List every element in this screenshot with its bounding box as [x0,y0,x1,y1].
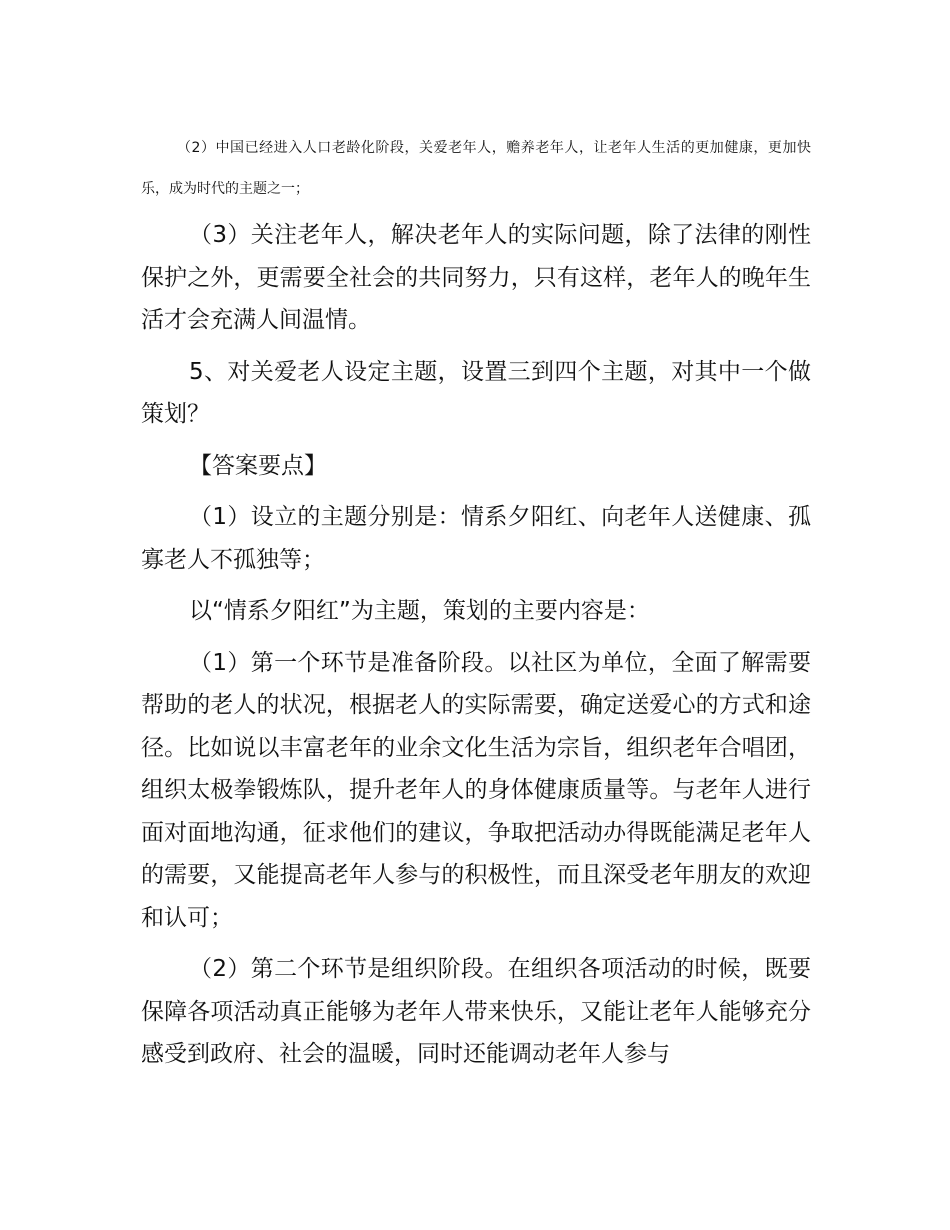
answer-heading: 【答案要点】 [189,452,327,479]
paragraph-plan-intro: 以“情系夕阳红”为主题，策划的主要内容是： [189,598,650,624]
paragraph-themes: （1）设立的主题分别是：情系夕阳红、向老年人送健康、孤寡老人不孤独等； [141,504,811,573]
paragraph-stage-preparation: （1）第一个环节是准备阶段。以社区为单位，全面了解需要帮助的老人的状况，根据老人的实际需要，确定送爱心的方式和途径。比如说以丰富老年的业余文化生活为宗旨，组织老年合唱团，组织太极拳锻炼队，提升老年人的身体健康质量等。与老年人进行面对面地沟通，征求他们的建议，争取把活动办得既能满足老年人的需要，又能提高老年人参与的积极性，而且深受老年朋友的欢迎和认可； [141,649,811,931]
paragraph-care-elderly: （3）关注老年人，解决老年人的实际问题，除了法律的刚性保护之外，更需要全社会的共同努力，只有这样，老年人的晚年生活才会充满人间温情。 [141,222,811,333]
document-body [141,214,811,1085]
paragraph-aging-theme: （2）中国已经进入人口老龄化阶段，关爱老年人，赡养老年人，让老年人生活的更加健康，更加快乐，成为时代的主题之一； [141,140,811,197]
question-5: 5、对关爱老人设定主题，设置三到四个主题，对其中一个做策划？ [141,358,811,427]
paragraph-stage-organization: （2）第二个环节是组织阶段。在组织各项活动的时候，既要保障各项活动真正能够为老年人带来快乐，又能让老年人能够充分感受到政府、社会的温暖，同时还能调动老年人参与 [141,956,811,1067]
